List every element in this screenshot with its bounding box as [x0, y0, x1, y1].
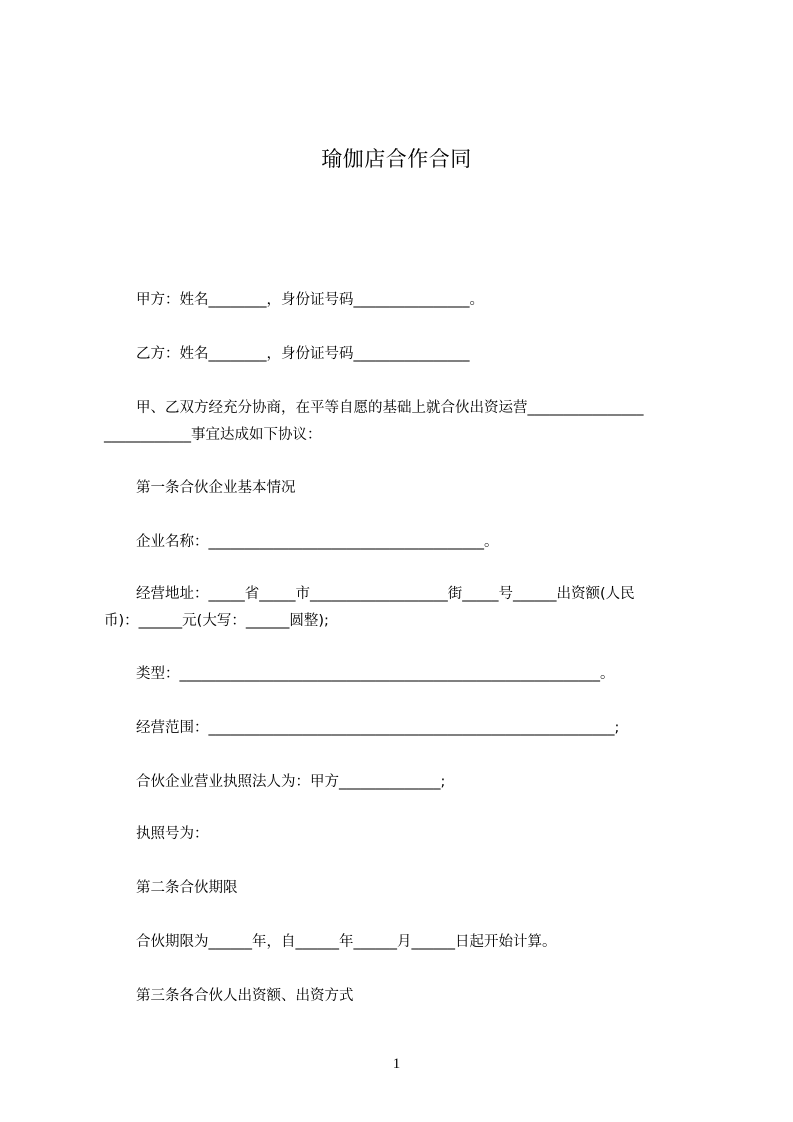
paragraph-line: 第三条各合伙人出资额、出资方式: [136, 988, 354, 1004]
paragraph-line: 经营地址：_____省_____市___________________街_____号______出资额(人民: [136, 586, 635, 602]
paragraph-line: 经营范围：________________________________________________________;: [136, 720, 620, 736]
paragraph-line: 企业名称：______________________________________。: [136, 534, 499, 550]
paragraph-line: 甲方：姓名________，身份证号码________________。: [136, 292, 484, 308]
license-number-line: [104, 821, 704, 848]
article-2-heading: [104, 875, 704, 902]
paragraph-line: 合伙期限为______年，自______年______月______日起开始计算。: [136, 934, 557, 950]
legal-representative-line: [104, 769, 704, 796]
paragraph-line: 执照号为：: [136, 826, 209, 842]
paragraph-line: ____________事宜达成如下协议：: [104, 427, 322, 443]
article-3-heading: [104, 983, 704, 1010]
paragraph-line: 甲、乙双方经充分协商，在平等自愿的基础上就合伙出资运营________________: [136, 400, 644, 416]
paragraph-line: 币)：______元(大写：______圆整);: [104, 613, 329, 629]
paragraph-line: 第一条合伙企业基本情况: [136, 480, 296, 496]
partnership-term-line: [104, 929, 704, 956]
party-b-line: [104, 341, 704, 368]
business-address-line: [104, 581, 704, 635]
paragraph-line: 第二条合伙期限: [136, 880, 238, 896]
business-scope-line: [104, 715, 704, 742]
company-name-line: [104, 529, 704, 556]
paragraph-line: 合伙企业营业执照法人为：甲方______________;: [136, 774, 446, 790]
article-1-heading: [104, 475, 704, 502]
document-title: 瑜伽店合作合同: [321, 147, 472, 171]
paragraph-line: 乙方：姓名________，身份证号码________________: [136, 346, 470, 362]
agreement-intro: [104, 395, 704, 449]
type-line: [104, 661, 704, 688]
paragraph-line: 类型：__________________________________________________________。: [136, 666, 615, 682]
party-a-line: [104, 287, 704, 314]
page-number: 1: [392, 1056, 401, 1072]
